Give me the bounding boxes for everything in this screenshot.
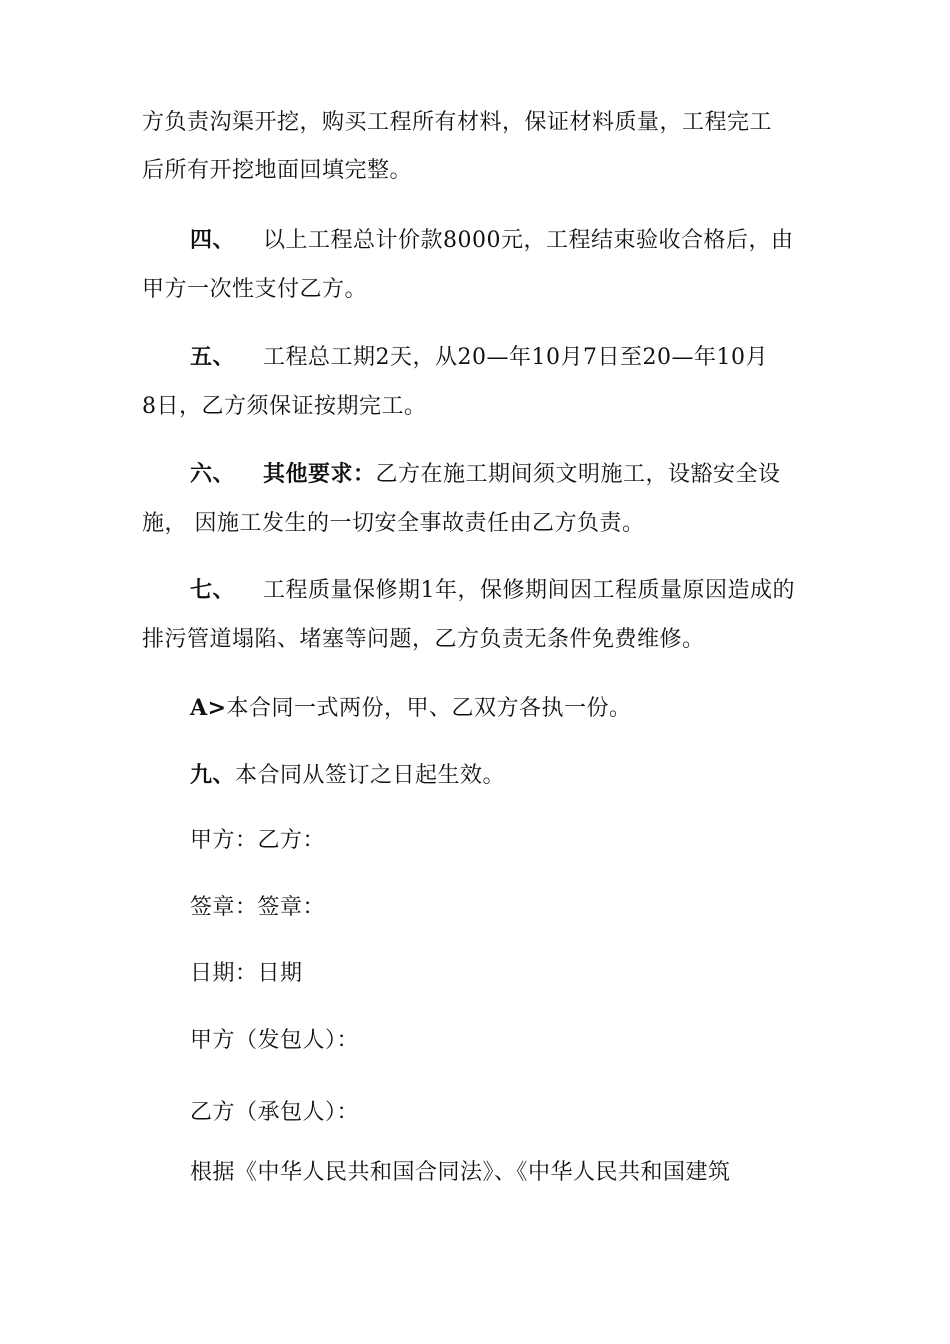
text-line [142, 156, 412, 186]
clause-4 [190, 225, 794, 256]
line-text: 乙方（承包人）： [190, 1100, 360, 1125]
clause-9 [190, 760, 505, 791]
line-text: 根据《中华人民共和国合同法》、《中华人民共和国建筑 [190, 1160, 731, 1185]
line-text: 签章：签章： [190, 895, 326, 920]
party-b-line [190, 1098, 359, 1128]
clause-6 [190, 459, 781, 490]
clause-number: A> [190, 695, 227, 721]
line-text: 甲方：乙方： [190, 828, 326, 853]
clause-number: 四、 [190, 227, 236, 253]
line-text: 8日，乙方须保证按期完工。 [142, 394, 427, 419]
clause-text: 本合同一式两份，甲、乙双方各执一份。 [226, 696, 632, 721]
clause-text: 工程总工期2天，从20—年10月7日至20—年10月 [263, 345, 768, 370]
line-text: 日期：日期 [190, 961, 303, 986]
text-line [142, 108, 772, 138]
text-line [190, 1158, 731, 1188]
clause-number: 五、 [190, 344, 236, 370]
text-line [142, 392, 427, 422]
text-line [142, 625, 705, 655]
line-text: 后所有开挖地面回填完整。 [142, 158, 413, 183]
clause-number: 七、 [190, 577, 236, 603]
clause-text: 工程质量保修期1年，保修期间因工程质量原因造成的 [263, 578, 796, 603]
text-line [142, 275, 367, 305]
line-text: 排污管道塌陷、堵塞等问题，乙方负责无条件免费维修。 [142, 627, 705, 652]
line-text: 甲方一次性支付乙方。 [142, 277, 368, 302]
clause-8 [190, 693, 632, 724]
party-line [190, 826, 325, 856]
clause-number: 九、 [190, 762, 236, 788]
clause-number: 六、 [190, 461, 236, 487]
text-line [142, 509, 645, 539]
line-text: 甲方（发包人）： [190, 1028, 360, 1053]
party-a-line [190, 1026, 359, 1056]
clause-7 [190, 575, 795, 606]
line-text: 施， 因施工发生的一切安全事故责任由乙方负责。 [142, 511, 645, 536]
line-text: 方负责沟渠开挖，购买工程所有材料，保证材料质量，工程完工 [142, 110, 773, 135]
clause-text: 本合同从签订之日起生效。 [235, 763, 506, 788]
clause-text: 乙方在施工期间须文明施工，设豁安全设 [375, 462, 781, 487]
date-line [190, 959, 303, 989]
clause-5 [190, 342, 768, 373]
clause-label: 其他要求： [263, 461, 376, 487]
clause-text: 以上工程总计价款8000元，工程结束验收合格后，由 [263, 228, 794, 253]
signature-line [190, 893, 325, 923]
